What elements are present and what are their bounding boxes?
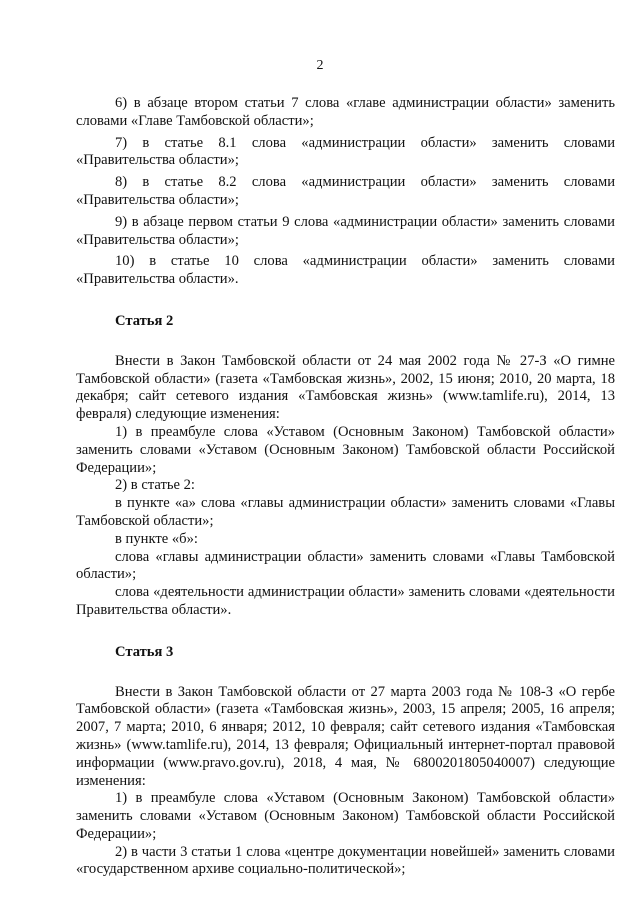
article2-heading: Статья 2 xyxy=(115,312,174,329)
article3-heading: Статья 3 xyxy=(115,643,174,660)
article1-item-8: 8) в статье 8.2 слова «администрации области» заменить словами «Правительства области»; xyxy=(76,174,615,208)
article2-intro: Внести в Закон Тамбовской области от 24 мая 2002 года № 27-З «О гимне Тамбовской области» (газета «Тамбовская жизнь», 2002, 15 июня; 2010, 20 марта, 18 декабря; сайт сетевого издания «Тамбовская жизнь» (www.tamlife.ru), 2014, 13 февраля) следующие изменения: xyxy=(76,352,615,423)
article2-item-1: 1) в преамбуле слова «Уставом (Основным Законом) Тамбовской области» заменить словами «Уставом (Основным Законом) Тамбовской области Российской Федерации»; xyxy=(76,423,615,476)
document-body xyxy=(76,95,615,879)
article2-item-2b-1: слова «главы администрации области» заменить словами «Главы Тамбовской области»; xyxy=(76,548,615,583)
article1-item-9: 9) в абзаце первом статьи 9 слова «администрации области» заменить словами «Правительства области»; xyxy=(76,213,615,248)
article1-item-6: 6) в абзаце втором статьи 7 слова «главе администрации области» заменить словами «Главе Тамбовской области»; xyxy=(76,95,615,129)
page-number: 2 xyxy=(316,58,324,73)
article2-item-2a: в пункте «а» слова «главы администрации области» заменить словами «Главы Тамбовской области»; xyxy=(76,495,615,529)
article2-item-2: 2) в статье 2: xyxy=(115,477,195,494)
article3-item-2: 2) в части 3 статьи 1 слова «центре документации новейшей» заменить словами «государственном архиве социально-политической»; xyxy=(76,843,615,878)
article1-item-10: 10) в статье 10 слова «администрации области» заменить словами «Правительства области». xyxy=(76,253,615,288)
article1-item-7: 7) в статье 8.1 слова «администрации области» заменить словами «Правительства области»; xyxy=(76,134,615,169)
article2-item-2b-2: слова «деятельности администрации области» заменить словами «деятельности Правительства области». xyxy=(76,584,615,618)
article3-item-1: 1) в преамбуле слова «Уставом (Основным Законом) Тамбовской области» заменить словами «Уставом (Основным Законом) Тамбовской области Российской Федерации»; xyxy=(76,790,615,842)
article3-intro: Внести в Закон Тамбовской области от 27 марта 2003 года № 108-З «О гербе Тамбовской области» (газета «Тамбовская жизнь», 2003, 15 апреля; 2005, 16 апреля; 2007, 7 марта; 2010, 6 января; 2012, 10 февраля; сайт сетевого издания «Тамбовская жизнь» (www.tamlife.ru), 2014, 13 февраля; Официальный интернет-портал правовой информации (www.pravo.gov.ru), 2018, 4 мая, № 6800201805040007) следующие изменения: xyxy=(76,683,615,789)
article2-item-2b-intro: в пункте «б»: xyxy=(115,530,198,547)
